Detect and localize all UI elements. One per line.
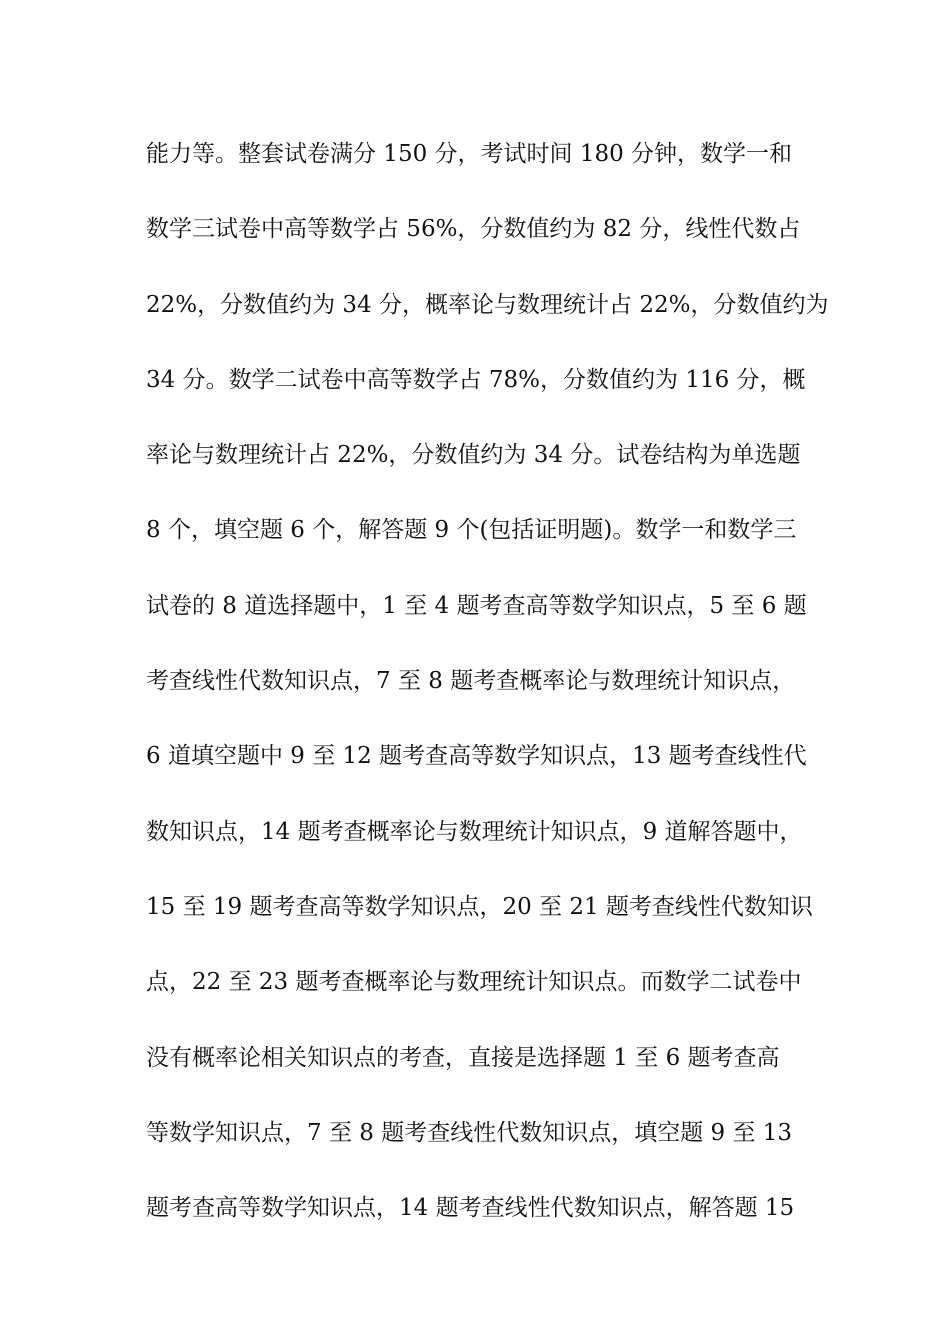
text-line-15: 题考查高等数学知识点，14 题考查线性代数知识点，解答题 15 (146, 1195, 795, 1222)
text-line-6: 8 个，填空题 6 个，解答题 9 个(包括证明题)。数学一和数学三 (146, 517, 797, 544)
text-line-9: 6 道填空题中 9 至 12 题考查高等数学知识点，13 题考查线性代 (146, 743, 807, 770)
text-line-14: 等数学知识点，7 至 8 题考查线性代数知识点，填空题 9 至 13 (146, 1119, 793, 1146)
text-line-1: 能力等。整套试卷满分 150 分，考试时间 180 分钟，数学一和 (146, 141, 793, 167)
text-line-10: 数知识点，14 题考查概率论与数理统计知识点，9 道解答题中， (146, 818, 803, 845)
text-line-12: 点，22 至 23 题考查概率论与数理统计知识点。而数学二试卷中 (146, 969, 802, 996)
text-line-8: 考查线性代数知识点，7 至 8 题考查概率论与数理统计知识点， (146, 668, 796, 695)
text-line-2: 数学三试卷中高等数学占 56%，分数值约为 82 分，线性代数占 (146, 216, 801, 243)
text-line-7: 试卷的 8 道选择题中，1 至 4 题考查高等数学知识点，5 至 6 题 (146, 592, 807, 619)
text-line-11: 15 至 19 题考查高等数学知识点，20 至 21 题考查线性代数知识 (146, 893, 813, 920)
text-line-4: 34 分。数学二试卷中高等数学占 78%，分数值约为 116 分，概 (146, 366, 806, 393)
text-line-5: 率论与数理统计占 22%，分数值约为 34 分。试卷结构为单选题 (146, 442, 801, 469)
text-line-3: 22%，分数值约为 34 分，概率论与数理统计占 22%，分数值约为 (146, 291, 829, 318)
text-line-13: 没有概率论相关知识点的考查，直接是选择题 1 至 6 题考查高 (146, 1044, 780, 1071)
body-paragraph (146, 130, 829, 1259)
